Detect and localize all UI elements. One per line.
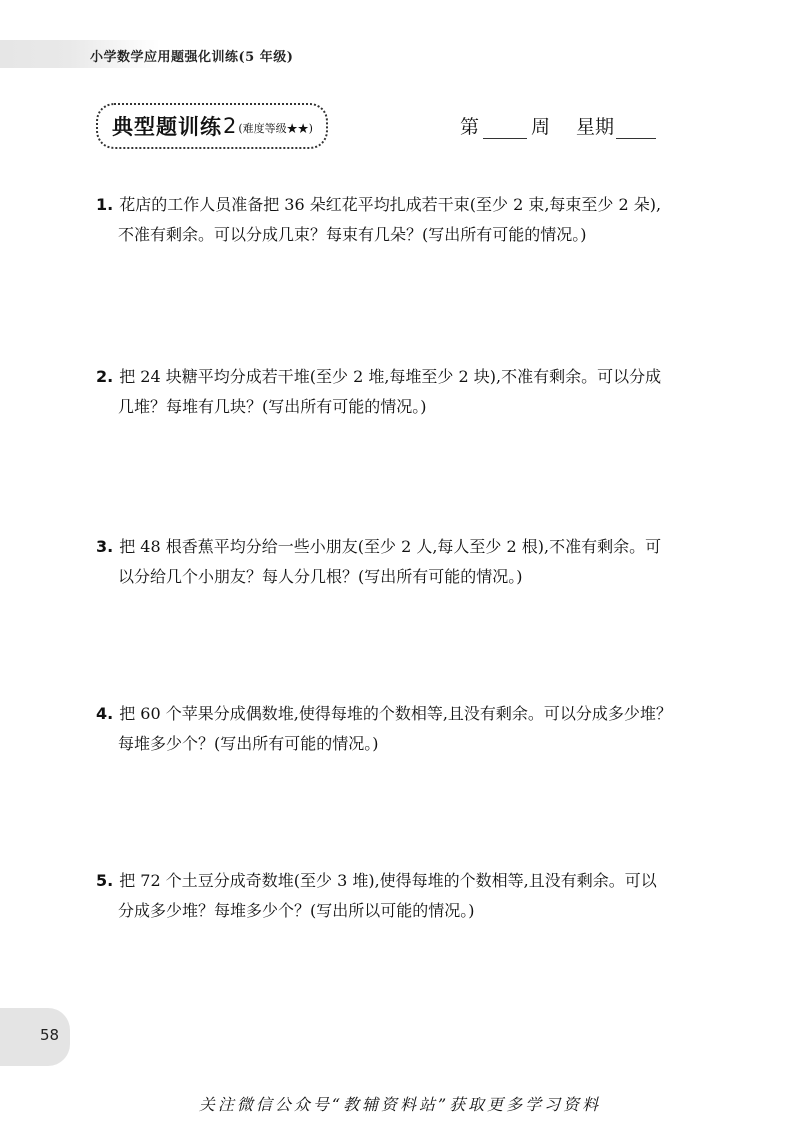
page-number: 58 <box>40 1026 60 1044</box>
question-text-line-1: 花店的工作人员准备把 36 朵红花平均扎成若干束(至少 2 束,每束至少 2 朵), <box>119 195 662 214</box>
question-number: 2. <box>96 367 114 386</box>
question-number: 5. <box>96 871 114 890</box>
question-text-line-2: 几堆？每堆有几块？(写出所有可能的情况。) <box>118 397 427 416</box>
question-text-line-1: 把 72 个土豆分成奇数堆(至少 3 堆),使得每堆的个数相等,且没有剩余。可以 <box>119 871 657 890</box>
question-2 <box>96 362 736 422</box>
question-3 <box>96 532 736 592</box>
week-prefix-label: 第 <box>460 116 480 138</box>
question-number: 1. <box>96 195 114 214</box>
section-title: 典型题训练 <box>112 114 222 139</box>
question-number: 3. <box>96 537 114 556</box>
section-title-box <box>96 103 328 149</box>
question-1 <box>96 190 736 250</box>
difficulty-rating: (难度等级★★) <box>238 122 313 135</box>
question-number: 4. <box>96 704 114 723</box>
page-number-tab <box>0 1008 70 1066</box>
question-text-line-1: 把 48 根香蕉平均分给一些小朋友(至少 2 人,每人至少 2 根),不准有剩余。可 <box>119 537 662 556</box>
section-number: 2 <box>223 114 237 138</box>
week-blank <box>483 120 527 139</box>
footer-promo-text: 关注微信公众号“教辅资料站”获取更多学习资料 <box>198 1095 602 1114</box>
question-5 <box>96 866 736 926</box>
question-4 <box>96 699 736 759</box>
question-text-line-1: 把 24 块糖平均分成若干堆(至少 2 堆,每堆至少 2 块),不准有剩余。可以分成 <box>119 367 662 386</box>
question-text-line-1: 把 60 个苹果分成偶数堆,使得每堆的个数相等,且没有剩余。可以分成多少堆？ <box>119 704 672 723</box>
question-text-line-2: 不准有剩余。可以分成几束？每束有几朵？(写出所有可能的情况。) <box>118 225 587 244</box>
week-day-fill-in <box>460 112 656 139</box>
day-label: 星期 <box>576 116 615 138</box>
question-text-line-2: 分成多少堆？每堆多少个？(写出所以可能的情况。) <box>118 901 475 920</box>
day-blank <box>616 120 656 139</box>
question-text-line-2: 以分给几个小朋友？每人分几根？(写出所有可能的情况。) <box>118 567 523 586</box>
question-text-line-2: 每堆多少个？(写出所有可能的情况。) <box>118 734 379 753</box>
week-suffix-label: 周 <box>531 116 551 138</box>
book-series-title: 小学数学应用题强化训练(5 年级) <box>90 50 294 65</box>
